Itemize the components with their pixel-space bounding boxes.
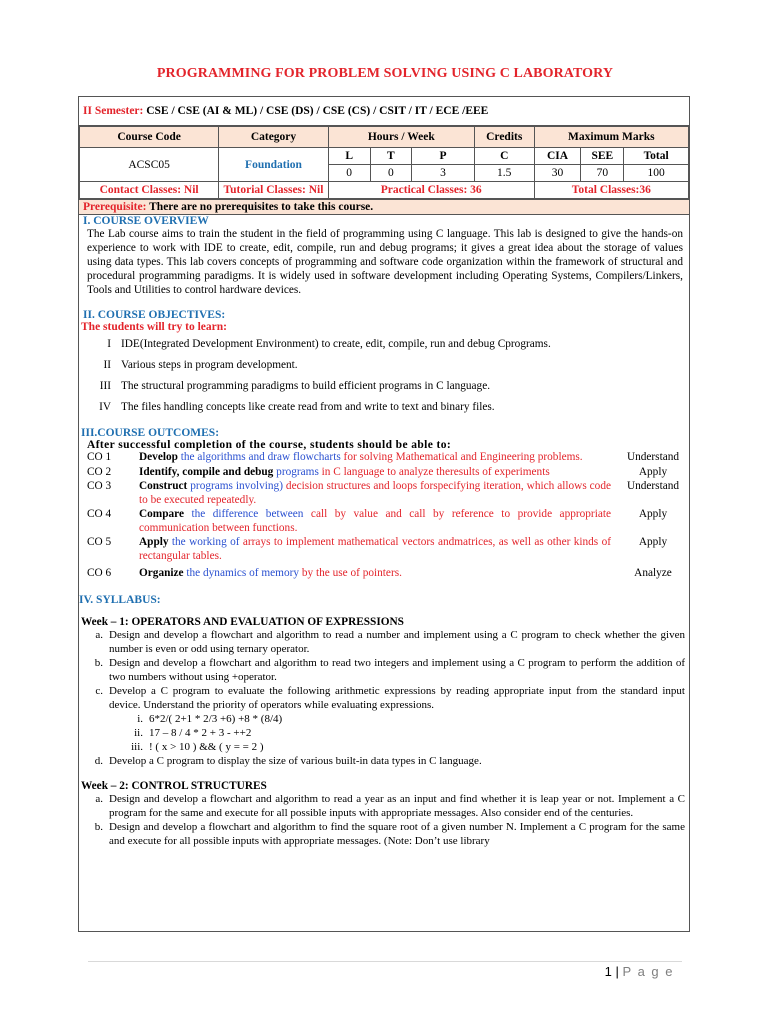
header-category: Category [219,127,329,148]
semester-line [79,97,689,126]
objectives-list [79,333,689,417]
t-value: 0 [370,165,412,182]
sub-header-total: Total [624,148,689,165]
c-value: 1.5 [474,165,534,182]
prerequisite-label: Prerequisite: [83,201,147,213]
week-1-title: Week – 1: OPERATORS AND EVALUATION OF EXPRESSIONS [81,615,404,628]
course-code-value: ACSC05 [80,148,219,182]
course-info-table [79,126,689,199]
semester-label: II Semester: [83,105,144,117]
syllabus-heading: IV. SYLLABUS: [79,593,161,606]
sub-header-p: P [412,148,475,165]
list-item: CO 1 Develop the algorithms and draw flowcharts for solving Mathematical and Engineering problems. Understand [87,451,680,463]
list-item: III The structural programming paradigms to build efficient programs in C language. [99,379,491,392]
practical-classes: Practical Classes: 36 [328,182,534,199]
total-classes: Total Classes:36 [534,182,688,199]
outcomes-list [79,451,689,581]
outcomes-intro: After successful completion of the course, students should be able to: [87,439,452,451]
category-value: Foundation [219,148,329,182]
header-hours: Hours / Week [328,127,474,148]
overview-heading: I. COURSE OVERVIEW [83,215,209,227]
prerequisite-text: There are no prerequisites to take this course. [149,201,374,213]
objectives-heading: II. COURSE OBJECTIVES: [83,309,226,321]
l-value: 0 [328,165,370,182]
footer-divider [88,961,682,962]
p-value: 3 [412,165,475,182]
page-footer [605,964,674,979]
sub-header-c: C [474,148,534,165]
list-item: iii. ! ( x > 10 ) && ( y = = 2 ) [131,740,264,753]
header-max-marks: Maximum Marks [534,127,688,148]
page-number: 1 [604,964,612,979]
sub-header-l: L [328,148,370,165]
cia-value: 30 [534,165,581,182]
page-title: PROGRAMMING FOR PROBLEM SOLVING USING C LABORATORY [156,66,614,81]
list-item: CO 4 Compare the difference between call by value and call by reference to provide appropriate communication between functions. Apply [87,508,668,534]
overview-text: The Lab course aims to train the student in the field of programming using C language. This lab is designed to give the hands-on experience to work with IDE to create, edit, compile, run and debug programs; it gives a great idea about the storage of values using data types. This lab covers concepts of programming and software code organization within the framework of structural and procedural programming paradigms. It is widely used in software development including Operating Systems, Compilers/Linkers, Tools and Utilities to control hardware devices. [87,228,683,296]
page-word: P a g e [622,964,674,979]
prerequisite [79,199,689,215]
header-course-code: Course Code [80,127,219,148]
list-item: CO 6 Organize the dynamics of memory by the use of pointers. Analyze [87,567,672,579]
list-item: b. Design and develop a flowchart and algorithm to read two integers and implement using a C program to perform the addition of two numbers without using +operator. [94,656,685,683]
list-item: b. Design and develop a flowchart and algorithm to find the square root of a given number N. Implement a C program for the same and execute for all possible inputs with appropriate messages. (Note: Don’t use library [94,820,685,847]
semester-programs: CSE / CSE (AI & ML) / CSE (DS) / CSE (CS) / CSIT / IT / ECE /EEE [146,105,489,117]
sub-header-see: SEE [581,148,624,165]
see-value: 70 [581,165,624,182]
header-credits: Credits [474,127,534,148]
footer-separator: | [615,964,619,979]
sub-header-cia: CIA [534,148,581,165]
total-value: 100 [624,165,689,182]
list-item: CO 2 Identify, compile and debug programs in C language to analyze theresults of experiments Apply [87,465,668,478]
list-item: c. Develop a C program to evaluate the following arithmetic expressions by reading appropriate input from the standard input device. Understand the priority of operators while evaluating expressions. [95,684,685,711]
course-document-frame [78,96,690,932]
list-item: CO 3 Construct programs involving) decision structures and loops forspecifying iteration, which allows code to be executed repeatedly. Understand [87,480,680,506]
contact-classes: Contact Classes: Nil [80,182,219,199]
list-item: d. Develop a C program to display the size of various built-in data types in C language. [94,754,482,767]
list-item: II Various steps in program development. [103,358,298,371]
list-item: CO 5 Apply the working of arrays to implement mathematical vectors andmatrices, as well as other kinds of rectangular tables. Apply [87,536,668,562]
outcomes-heading: III.COURSE OUTCOMES: [81,427,220,439]
list-item: i. 6*2/( 2+1 * 2/3 +6) +8 * (8/4) [137,712,283,725]
objectives-intro: The students will try to learn: [81,321,227,333]
list-item: a. Design and develop a flowchart and algorithm to read a number and implement using a C program to check whether the given number is even or odd using ternary operator. [95,628,685,655]
tutorial-classes: Tutorial Classes: Nil [219,182,329,199]
sub-header-t: T [370,148,412,165]
list-item: IV The files handling concepts like create read from and write to text and binary files. [99,400,495,413]
list-item: I IDE(Integrated Development Environment) to create, edit, compile, run and debug Cprograms. [107,337,551,350]
list-item: ii. 17 – 8 / 4 * 2 + 3 - ++2 [134,726,252,739]
week-2-title: Week – 2: CONTROL STRUCTURES [81,779,267,792]
list-item: a. Design and develop a flowchart and algorithm to read a year as an input and find whether it is leap year or not. Implement a C program for the same and execute for all possible inputs with appropriate messages. Also consider end of the centuries. [95,792,685,819]
